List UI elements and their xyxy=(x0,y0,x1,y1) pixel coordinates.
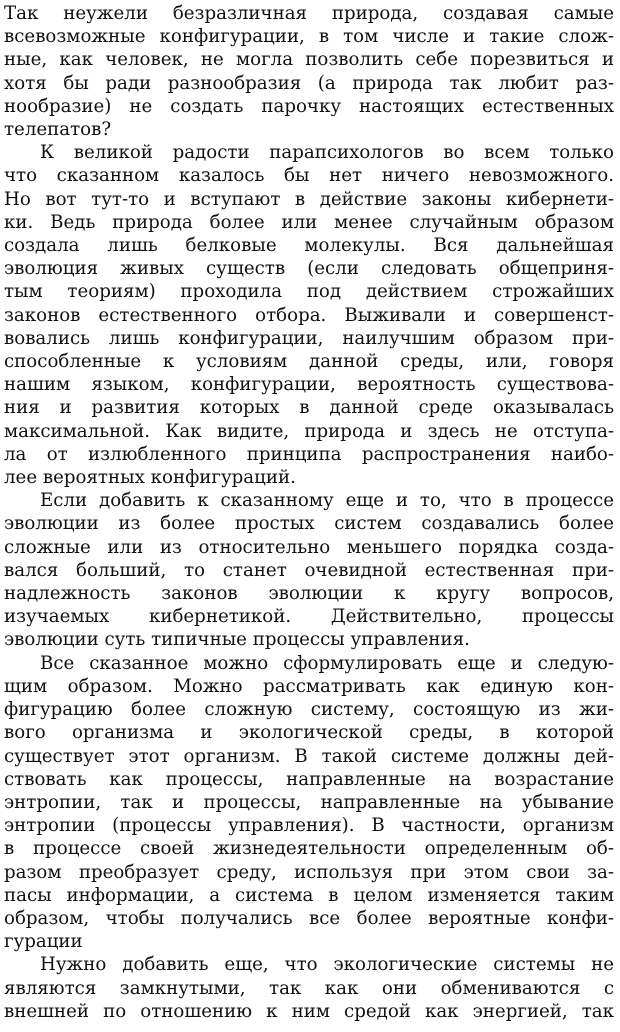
text-line: ла от излюбленного принципа распространения наибо- xyxy=(4,443,614,465)
paragraph xyxy=(4,141,614,489)
text-line: что сказанном казалось бы нет ничего невозможного. xyxy=(4,165,614,187)
text-line: ствовать как процессы, направленные на возрастание xyxy=(4,768,614,790)
text-line: ния и развития которых в данной среде оказывалась xyxy=(4,397,614,419)
text-line: изучаемых кибернетикой. Действительно, процессы xyxy=(4,606,614,628)
text-line: лее вероятных конфигураций. xyxy=(4,467,296,489)
text-line: вого организма и экологической среды, в которой xyxy=(4,722,614,744)
text-line: фигурацию более сложную систему, состоящую из жи- xyxy=(4,699,614,721)
text-line: Но вот тут-то и вступают в действие законы кибернети- xyxy=(4,188,614,210)
text-line: щим образом. Можно рассматривать как единую кон- xyxy=(4,675,614,697)
text-line: тым теориям) проходила под действием строжайших xyxy=(4,281,614,303)
paragraph xyxy=(4,2,614,141)
text-line: эволюции суть типичные процессы управления. xyxy=(4,629,470,651)
paragraph xyxy=(4,652,614,954)
text-line: энтропии, так и процессы, направленные на убывание xyxy=(4,791,614,813)
text-line: в процессе своей жизнедеятельности определенным об- xyxy=(4,838,614,860)
text-line: внешней по отношению к ним средой как энергией, так xyxy=(4,1000,614,1022)
text-line: существует этот организм. В такой системе должны дей- xyxy=(4,745,614,767)
text-line: всевозможные конфигурации, в том числе и такие слож- xyxy=(4,26,614,48)
text-line: гурации xyxy=(4,931,83,953)
text-line: вался больший, то станет очевидной естественная при- xyxy=(4,559,614,581)
text-line: создала лишь белковые молекулы. Вся дальнейшая xyxy=(4,235,614,257)
text-line: эволюция живых существ (если следовать общеприня- xyxy=(4,258,614,280)
text-line: эволюции из более простых систем создавались более xyxy=(4,513,614,535)
text-line: ки. Ведь природа более или менее случайным образом xyxy=(4,211,614,233)
text-line: Так неужели безразличная природа, создавая самые xyxy=(4,3,614,24)
text-line: максимальной. Как видите, природа и здесь не отступа- xyxy=(4,420,614,442)
text-line: сложные или из относительно меньшего порядка созда- xyxy=(4,536,614,558)
text-line: пасы информации, а система в целом изменяется таким xyxy=(4,884,614,906)
text-line: законов естественного отбора. Выживали и совершенст- xyxy=(4,304,614,326)
text-line: Все сказанное можно сформулировать еще и следую- xyxy=(40,652,614,674)
paragraph xyxy=(4,953,614,1023)
text-line: нообразие) не создать парочку настоящих естественных xyxy=(4,95,614,117)
text-line: образом, чтобы получались все более вероятные конфи- xyxy=(4,907,614,929)
text-line: К великой радости парапсихологов во всем только xyxy=(40,142,614,164)
text-line: хотя бы ради разнообразия (а природа так любит раз- xyxy=(4,72,614,94)
text-line: разом преобразует среду, используя при этом свои за- xyxy=(4,861,614,883)
text-line: ные, как человек, не могла позволить себе порезвиться и xyxy=(4,49,614,71)
text-line: нашим языком, конфигурации, вероятность существова- xyxy=(4,374,614,396)
text-line: энтропии (процессы управления). В частности, организм xyxy=(4,815,614,837)
paragraph xyxy=(4,489,614,651)
text-line: надлежность законов эволюции к кругу вопросов, xyxy=(4,583,614,605)
text-line: Если добавить к сказанному еще и то, что в процессе xyxy=(40,490,614,512)
text-line: являются замкнутыми, так как они обмениваются с xyxy=(4,977,614,999)
text-line: способленные к условиям данной среды, или, говоря xyxy=(4,351,614,373)
text-line: телепатов? xyxy=(4,119,112,141)
text-line: Нужно добавить еще, что экологические системы не xyxy=(40,954,614,976)
text-line: вовались лишь конфигурации, наилучшим образом при- xyxy=(4,327,614,349)
